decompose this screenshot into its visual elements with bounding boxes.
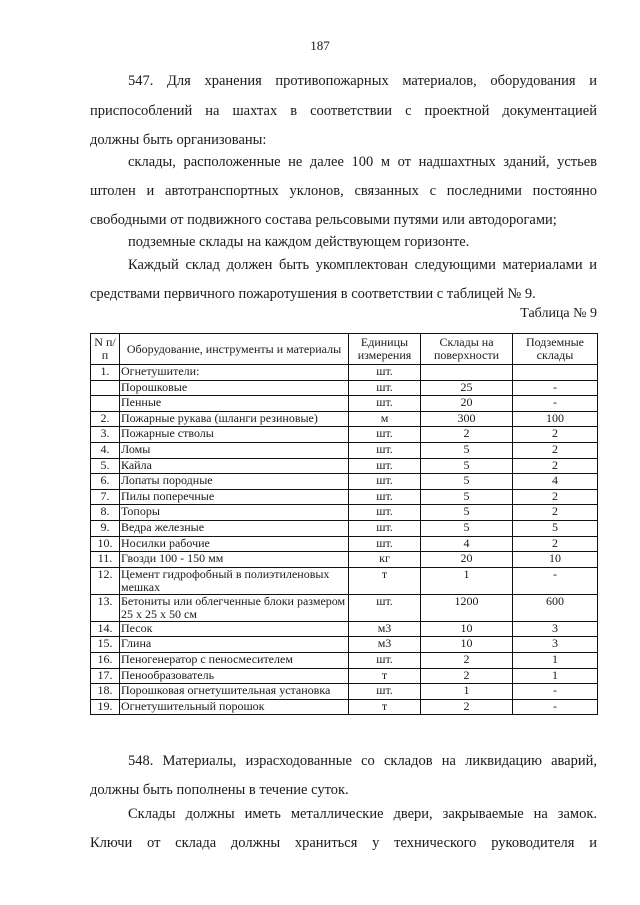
cell-underground xyxy=(513,365,598,381)
cell-surface: 4 xyxy=(421,536,513,552)
cell-unit: м xyxy=(349,411,421,427)
table-row xyxy=(91,652,598,668)
paragraph-547-line3: должны быть организованы: xyxy=(90,132,267,148)
cell-surface: 1 xyxy=(421,684,513,700)
cell-underground: - xyxy=(513,567,598,594)
paragraph-547-line1: 547. Для хранения противопожарных материалов, оборудования и xyxy=(128,73,597,89)
cell-item: Гвозди 100 - 150 мм xyxy=(120,552,349,568)
cell-underground: - xyxy=(513,684,598,700)
table-row xyxy=(91,442,598,458)
cell-surface: 25 xyxy=(421,380,513,396)
table-row xyxy=(91,489,598,505)
header-item: Оборудование, инструменты и материалы xyxy=(120,334,349,365)
cell-surface: 2 xyxy=(421,652,513,668)
cell-surface: 300 xyxy=(421,411,513,427)
cell-unit: шт. xyxy=(349,396,421,412)
cell-num: 5. xyxy=(91,458,120,474)
cell-item: Пенообразователь xyxy=(120,668,349,684)
table-row xyxy=(91,396,598,412)
header-underground: Подземные склады xyxy=(513,334,598,365)
cell-unit: шт. xyxy=(349,458,421,474)
cell-num: 19. xyxy=(91,699,120,715)
materials-table xyxy=(90,333,598,715)
cell-underground: 3 xyxy=(513,637,598,653)
paragraph-equip-line2: средствами первичного пожаротушения в соответствии с таблицей № 9. xyxy=(90,286,536,302)
cell-num: 15. xyxy=(91,637,120,653)
cell-surface: 5 xyxy=(421,474,513,490)
cell-surface: 1 xyxy=(421,567,513,594)
cell-underground: 1 xyxy=(513,668,598,684)
table-row xyxy=(91,668,598,684)
cell-surface: 5 xyxy=(421,505,513,521)
paragraph-underground: подземные склады на каждом действующем горизонте. xyxy=(128,234,470,250)
cell-item: Кайла xyxy=(120,458,349,474)
cell-unit: т xyxy=(349,668,421,684)
cell-unit: т xyxy=(349,567,421,594)
cell-underground: 1 xyxy=(513,652,598,668)
cell-item: Лопаты породные xyxy=(120,474,349,490)
cell-item: Песок xyxy=(120,621,349,637)
paragraph-depots-line3: свободными от подвижного состава рельсовыми путями или автодорогами; xyxy=(90,212,557,228)
cell-unit: шт. xyxy=(349,594,421,621)
cell-underground: 2 xyxy=(513,505,598,521)
cell-item: Топоры xyxy=(120,505,349,521)
table-row xyxy=(91,699,598,715)
table-row xyxy=(91,567,598,594)
page-number: 187 xyxy=(310,38,330,53)
cell-num: 17. xyxy=(91,668,120,684)
paragraph-depots-line2: штолен и автотранспортных уклонов, связанных с последними постоянно xyxy=(90,183,597,199)
table-row xyxy=(91,505,598,521)
cell-surface: 2 xyxy=(421,699,513,715)
cell-surface: 20 xyxy=(421,552,513,568)
paragraph-doors-line1: Склады должны иметь металлические двери, закрываемые на замок. xyxy=(128,806,597,822)
cell-item: Пожарные стволы xyxy=(120,427,349,443)
cell-item: Ломы xyxy=(120,442,349,458)
cell-item: Глина xyxy=(120,637,349,653)
cell-num: 3. xyxy=(91,427,120,443)
cell-unit: м3 xyxy=(349,621,421,637)
cell-num: 18. xyxy=(91,684,120,700)
cell-num: 2. xyxy=(91,411,120,427)
cell-unit: шт. xyxy=(349,652,421,668)
cell-num xyxy=(91,380,120,396)
cell-item: Пожарные рукава (шланги резиновые) xyxy=(120,411,349,427)
cell-num: 8. xyxy=(91,505,120,521)
paragraph-doors-line2: Ключи от склада должны храниться у технического руководителя и xyxy=(90,835,597,851)
header-num: N п/п xyxy=(91,334,120,365)
cell-item: Ведра железные xyxy=(120,520,349,536)
cell-surface: 5 xyxy=(421,520,513,536)
cell-num: 9. xyxy=(91,520,120,536)
table-row xyxy=(91,411,598,427)
cell-num: 16. xyxy=(91,652,120,668)
cell-item: Бетониты или облегченные блоки размером 25 х 25 х 50 см xyxy=(120,594,349,621)
cell-num: 4. xyxy=(91,442,120,458)
cell-surface: 2 xyxy=(421,668,513,684)
cell-unit: кг xyxy=(349,552,421,568)
cell-underground: 2 xyxy=(513,536,598,552)
cell-unit: шт. xyxy=(349,505,421,521)
cell-underground: 10 xyxy=(513,552,598,568)
cell-item: Порошковая огнетушительная установка xyxy=(120,684,349,700)
cell-surface: 2 xyxy=(421,427,513,443)
cell-surface: 10 xyxy=(421,637,513,653)
paragraph-547-line2: приспособлений на шахтах в соответствии с проектной документацией xyxy=(90,103,597,119)
cell-underground: 2 xyxy=(513,489,598,505)
cell-underground: - xyxy=(513,396,598,412)
paragraph-548-line2: должны быть пополнены в течение суток. xyxy=(90,782,349,798)
cell-num: 10. xyxy=(91,536,120,552)
table-row xyxy=(91,621,598,637)
cell-item: Пилы поперечные xyxy=(120,489,349,505)
header-surface: Склады на поверхности xyxy=(421,334,513,365)
paragraph-equip-line1: Каждый склад должен быть укомплектован следующими материалами и xyxy=(128,257,597,273)
table-row xyxy=(91,536,598,552)
cell-item: Цемент гидрофобный в полиэтиленовых мешках xyxy=(120,567,349,594)
cell-surface xyxy=(421,365,513,381)
cell-num: 14. xyxy=(91,621,120,637)
cell-num: 12. xyxy=(91,567,120,594)
cell-surface: 1200 xyxy=(421,594,513,621)
cell-num: 1. xyxy=(91,365,120,381)
cell-unit: шт. xyxy=(349,474,421,490)
cell-item: Пенные xyxy=(120,396,349,412)
table-row xyxy=(91,552,598,568)
table-row xyxy=(91,458,598,474)
cell-unit: шт. xyxy=(349,442,421,458)
cell-unit: шт. xyxy=(349,380,421,396)
cell-underground: 3 xyxy=(513,621,598,637)
cell-num xyxy=(91,396,120,412)
table-caption: Таблица № 9 xyxy=(520,306,597,321)
table-row xyxy=(91,427,598,443)
cell-item: Носилки рабочие xyxy=(120,536,349,552)
cell-underground: - xyxy=(513,380,598,396)
cell-underground: 2 xyxy=(513,427,598,443)
cell-underground: - xyxy=(513,699,598,715)
cell-surface: 20 xyxy=(421,396,513,412)
cell-item: Огнетушительный порошок xyxy=(120,699,349,715)
cell-unit: т xyxy=(349,699,421,715)
header-unit: Единицы измерения xyxy=(349,334,421,365)
cell-unit: шт. xyxy=(349,427,421,443)
cell-unit: шт. xyxy=(349,489,421,505)
cell-unit: м3 xyxy=(349,637,421,653)
cell-underground: 2 xyxy=(513,442,598,458)
table-row xyxy=(91,684,598,700)
cell-surface: 10 xyxy=(421,621,513,637)
table-row xyxy=(91,365,598,381)
cell-underground: 600 xyxy=(513,594,598,621)
cell-num: 6. xyxy=(91,474,120,490)
cell-item: Огнетушители: xyxy=(120,365,349,381)
cell-underground: 4 xyxy=(513,474,598,490)
cell-unit: шт. xyxy=(349,536,421,552)
table-row xyxy=(91,380,598,396)
table-row xyxy=(91,594,598,621)
cell-item: Пеногенератор с пеносмесителем xyxy=(120,652,349,668)
cell-unit: шт. xyxy=(349,365,421,381)
cell-underground: 2 xyxy=(513,458,598,474)
cell-num: 13. xyxy=(91,594,120,621)
table-header-row xyxy=(91,334,598,365)
paragraph-548-line1: 548. Материалы, израсходованные со складов на ликвидацию аварий, xyxy=(128,753,597,769)
table-row xyxy=(91,474,598,490)
table-row xyxy=(91,520,598,536)
cell-unit: шт. xyxy=(349,684,421,700)
cell-underground: 100 xyxy=(513,411,598,427)
cell-num: 11. xyxy=(91,552,120,568)
cell-num: 7. xyxy=(91,489,120,505)
cell-surface: 5 xyxy=(421,442,513,458)
cell-surface: 5 xyxy=(421,489,513,505)
paragraph-depots-line1: склады, расположенные не далее 100 м от надшахтных зданий, устьев xyxy=(128,154,597,170)
cell-underground: 5 xyxy=(513,520,598,536)
cell-unit: шт. xyxy=(349,520,421,536)
table-row xyxy=(91,637,598,653)
cell-surface: 5 xyxy=(421,458,513,474)
cell-item: Порошковые xyxy=(120,380,349,396)
